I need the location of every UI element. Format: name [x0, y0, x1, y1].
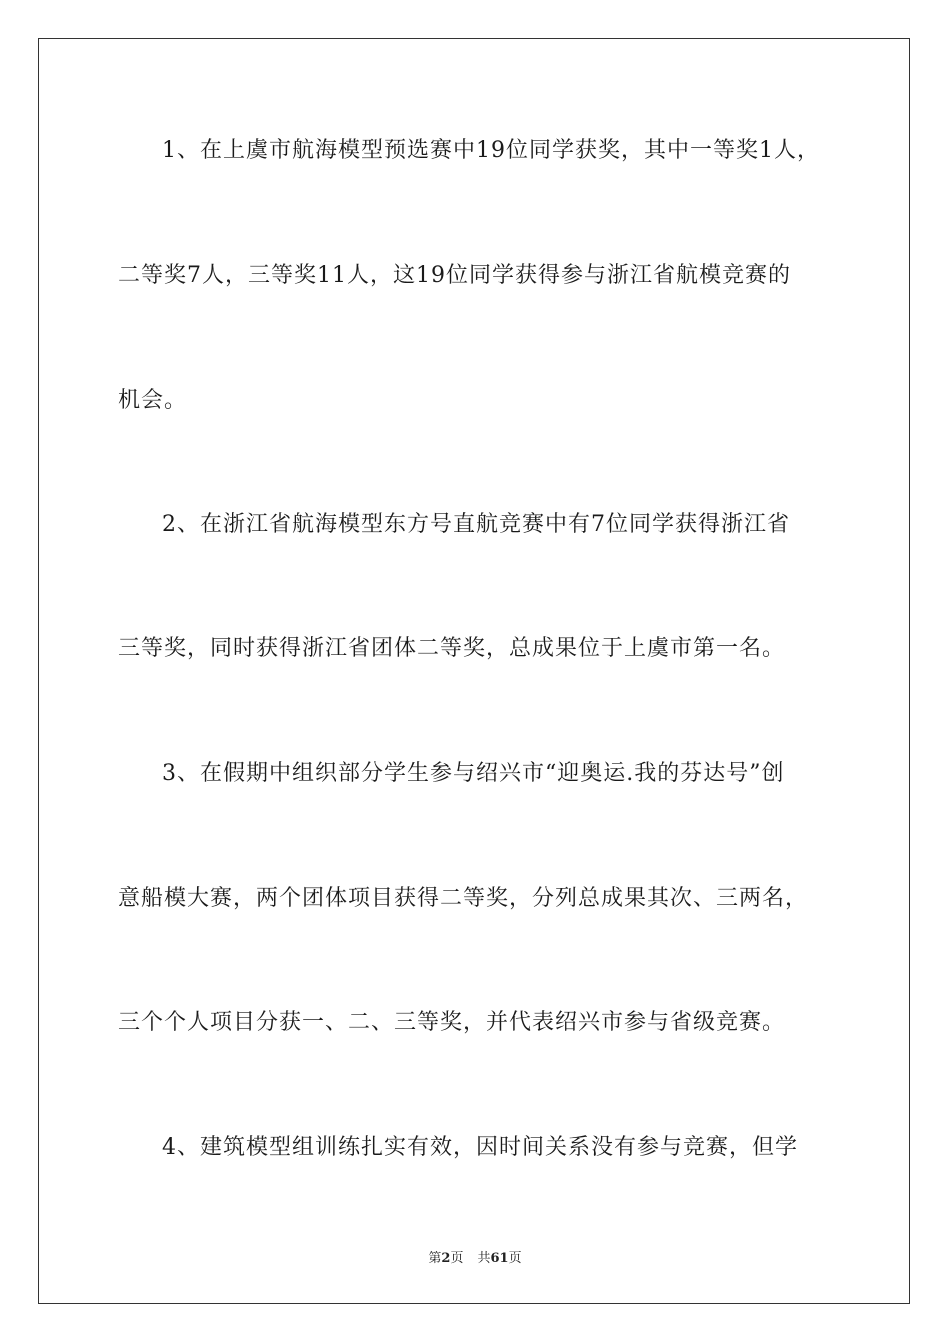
page-border — [38, 38, 910, 1304]
paragraph-3-line-1: 3、在假期中组织部分学生参与绍兴市“迎奥运.我的芬达号”创 — [162, 761, 785, 786]
paragraph-1-line-1: 1、在上虞市航海模型预选赛中19位同学获奖，其中一等奖1人， — [162, 138, 820, 163]
paragraph-2-line-1: 2、在浙江省航海模型东方号直航竞赛中有7位同学获得浙江省 — [162, 512, 790, 537]
paragraph-2-line-2: 三等奖，同时获得浙江省团体二等奖，总成果位于上虞市第一名。 — [118, 636, 786, 661]
total-suffix: 页 — [508, 1251, 522, 1266]
total-pages: 61 — [490, 1251, 509, 1266]
page-prefix: 第 — [428, 1251, 442, 1266]
paragraph-1-line-2: 二等奖7人，三等奖11人，这19位同学获得参与浙江省航模竞赛的 — [118, 263, 791, 288]
page-number: 2 — [441, 1251, 451, 1266]
paragraph-1-line-3: 机会。 — [118, 388, 188, 413]
paragraph-3-line-3: 三个个人项目分获一、二、三等奖，并代表绍兴市参与省级竞赛。 — [118, 1010, 786, 1035]
paragraph-4-line-1: 4、建筑模型组训练扎实有效，因时间关系没有参与竞赛，但学 — [162, 1135, 798, 1160]
paragraph-3-line-2: 意船模大赛，两个团体项目获得二等奖，分列总成果其次、三两名， — [118, 886, 809, 911]
page-suffix: 页 — [450, 1251, 464, 1266]
total-prefix: 共 — [477, 1251, 491, 1266]
page-footer — [0, 1247, 950, 1266]
